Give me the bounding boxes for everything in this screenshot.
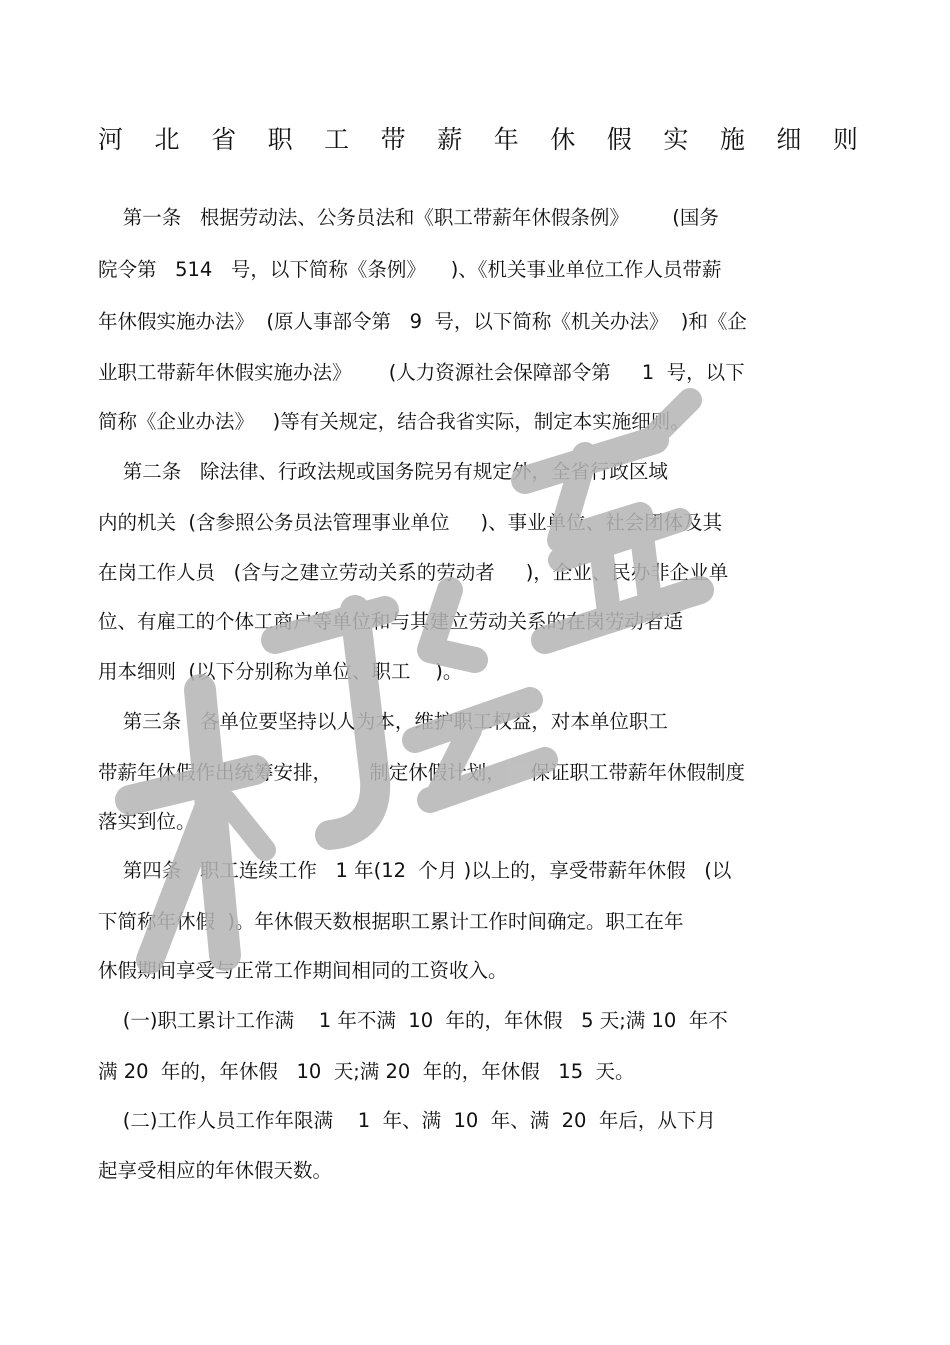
title-char: 休 bbox=[550, 125, 576, 154]
body-line: 第四条 职工连续工作 1 年(12 个月 )以上的，享受带薪年休假 (以 bbox=[98, 859, 732, 882]
title-char: 北 bbox=[154, 125, 180, 154]
title-char: 工 bbox=[324, 125, 350, 154]
title-char: 薪 bbox=[437, 125, 463, 154]
body-line: 业职工带薪年休假实施办法》 (人力资源社会保障部令第 1 号，以下 bbox=[98, 361, 745, 384]
body-line: 位、有雇工的个体工商户等单位和与其建立劳动关系的在岗劳动者适 bbox=[98, 610, 684, 633]
title-char: 河 bbox=[98, 125, 124, 154]
title-char: 职 bbox=[267, 125, 293, 154]
body-line: 第一条 根据劳动法、公务员法和《职工带薪年休假条例》 (国务 bbox=[98, 206, 719, 229]
body-line: 在岗工作人员 (含与之建立劳动关系的劳动者 )，企业、民办非企业单 bbox=[98, 561, 729, 584]
page-title bbox=[98, 118, 858, 162]
body-line: 院令第 514 号，以下简称《条例》 )、《机关事业单位工作人员带薪 bbox=[98, 258, 722, 281]
body-line: 用本细则 (以下分别称为单位、职工 )。 bbox=[98, 660, 463, 683]
body-line: 内的机关 (含参照公务员法管理事业单位 )、事业单位、社会团体及其 bbox=[98, 511, 723, 534]
body-line: (一)职工累计工作满 1 年不满 10 年的，年休假 5 天;满 10 年不 bbox=[98, 1009, 728, 1032]
body-line: 落实到位。 bbox=[98, 810, 196, 833]
body-line: 下简称年休假 )。年休假天数根据职工累计工作时间确定。职工在年 bbox=[98, 910, 684, 933]
watermark-stroke bbox=[225, 800, 265, 850]
body-line: 第二条 除法律、行政法规或国务院另有规定外，全省行政区域 bbox=[98, 460, 668, 483]
body-line: 简称《企业办法》 )等有关规定，结合我省实际，制定本实施细则。 bbox=[98, 410, 690, 433]
body-line: 满 20 年的，年休假 10 天;满 20 年的，年休假 15 天。 bbox=[98, 1060, 635, 1083]
title-char: 省 bbox=[211, 125, 237, 154]
title-char: 带 bbox=[380, 125, 406, 154]
body-line: 第三条 各单位要坚持以人为本，维护职工权益，对本单位职工 bbox=[98, 710, 668, 733]
title-char: 则 bbox=[832, 125, 858, 154]
body-line: (二)工作人员工作年限满 1 年、满 10 年、满 20 年后，从下月 bbox=[98, 1109, 716, 1132]
body-line: 起享受相应的年休假天数。 bbox=[98, 1159, 333, 1182]
title-char: 年 bbox=[493, 125, 519, 154]
body-line: 带薪年休假作出统筹安排， 制定休假计划， 保证职工带薪年休假制度 bbox=[98, 761, 745, 784]
body-line: 年休假实施办法》 (原人事部令第 9 号，以下简称《机关办法》 )和《企 bbox=[98, 310, 747, 333]
title-char: 细 bbox=[776, 125, 802, 154]
body-line: 休假期间享受与正常工作期间相同的工资收入。 bbox=[98, 959, 508, 982]
title-char: 施 bbox=[719, 125, 745, 154]
title-char: 实 bbox=[663, 125, 689, 154]
title-char: 假 bbox=[606, 125, 632, 154]
